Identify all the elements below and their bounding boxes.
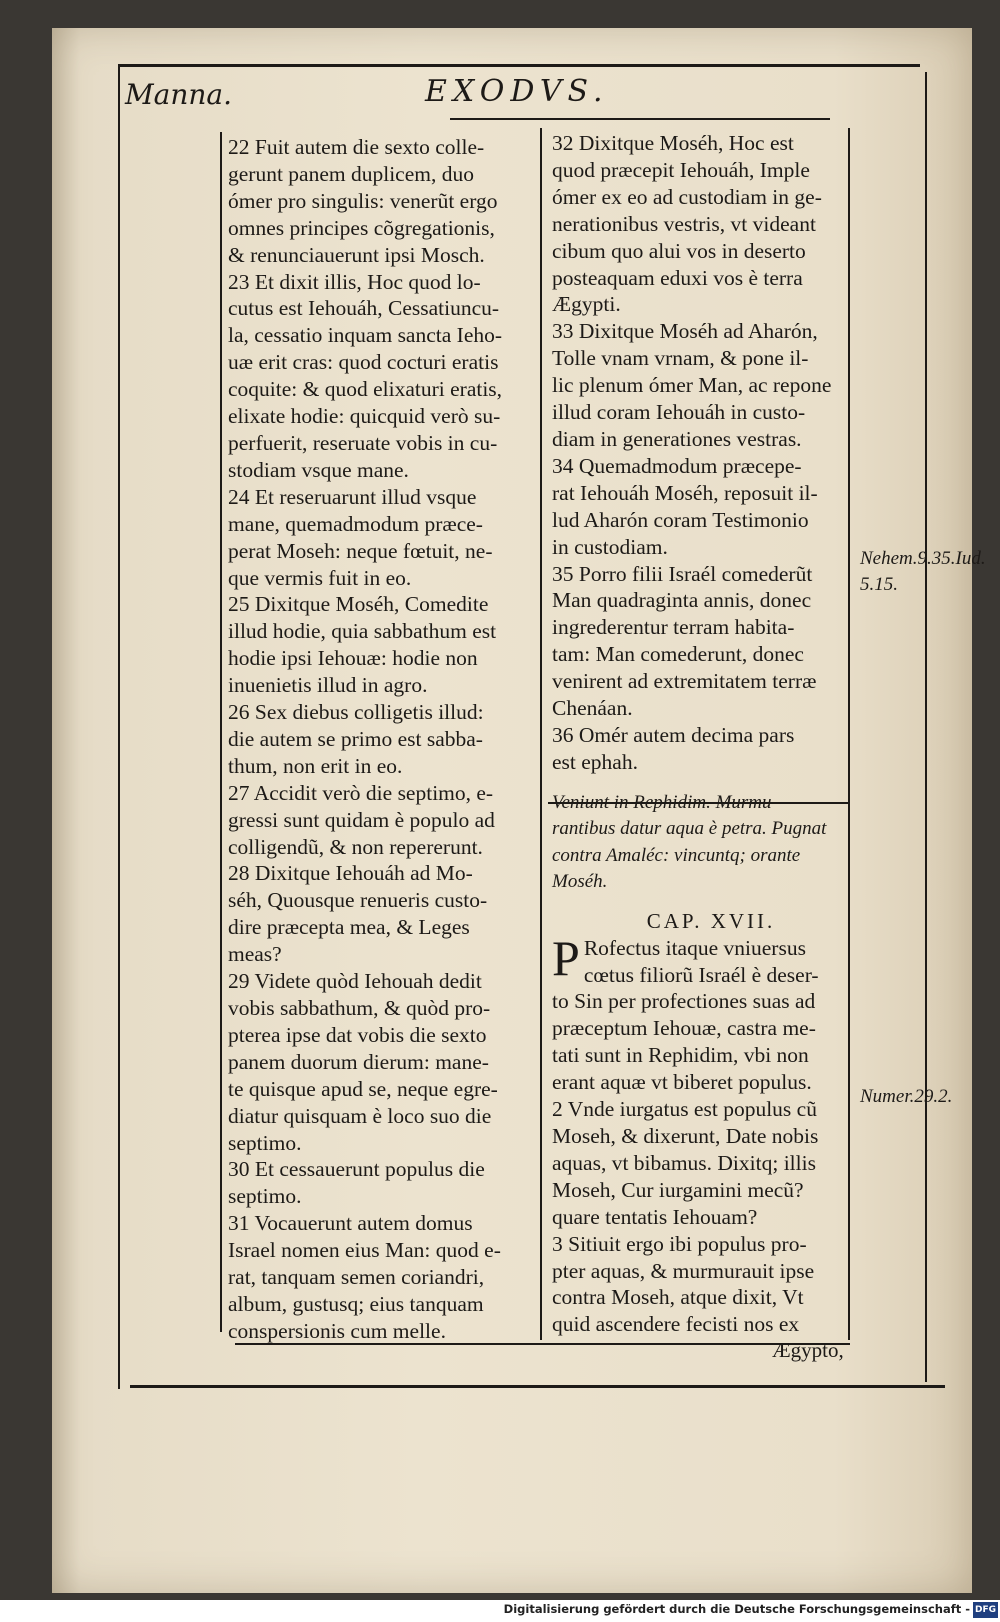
text-line: 23 Et dixit illis, Hoc quod lo- xyxy=(228,269,481,294)
text-line: album, gustusq; eius tanquam xyxy=(228,1291,484,1316)
text-line: cutus est Iehouáh, Cessatiuncu- xyxy=(228,296,500,321)
right-text-column xyxy=(552,130,870,1338)
text-line: que vermis fuit in eo. xyxy=(228,565,412,590)
text-line: est ephah. xyxy=(552,749,638,774)
text-line: venirent ad extremitatem terræ xyxy=(552,669,817,694)
text-line: 33 Dixitque Moséh ad Aharón, xyxy=(552,319,818,344)
text-line: contra Moseh, atque dixit, Vt xyxy=(552,1285,804,1310)
text-line: 3 Sitiuit ergo ibi populus pro- xyxy=(552,1231,807,1256)
dfg-logo: DFG xyxy=(973,1602,998,1618)
text-line: quod præcepit Iehouáh, Imple xyxy=(552,157,810,182)
text-line: 26 Sex diebus colligetis illud: xyxy=(228,700,484,725)
text-line: illud hodie, quia sabbathum est xyxy=(228,619,497,644)
left-text-column xyxy=(228,134,548,1345)
text-line: pter aquas, & murmurauit ipse xyxy=(552,1258,815,1283)
catchword: Ægypto, xyxy=(772,1338,844,1362)
text-line: elixate hodie: quicquid verò su- xyxy=(228,404,501,429)
text-line: Man quadraginta annis, donec xyxy=(552,588,812,613)
chapter-summary xyxy=(552,790,870,896)
text-line: lic plenum ómer Man, ac repone xyxy=(552,373,832,398)
text-line: 29 Videte quòd Iehouah dedit xyxy=(228,969,482,994)
text-line: mane, quemadmodum præce- xyxy=(228,511,483,536)
text-line: 25 Dixitque Moséh, Comedite xyxy=(228,592,489,617)
chapter-verses-block xyxy=(552,929,870,1339)
drop-capital: P xyxy=(552,929,580,986)
chapter-heading: CAP. XVII. xyxy=(646,908,776,933)
text-line: meas? xyxy=(228,942,282,967)
text-line: diam in generationes vestras. xyxy=(552,426,802,451)
text-line: in custodiam. xyxy=(552,534,668,559)
text-line: 36 Omér autem decima pars xyxy=(552,722,795,747)
text-line: Ægypti. xyxy=(552,292,621,317)
text-line: uæ erit cras: quod cocturi eratis xyxy=(228,350,499,375)
text-line: illud coram Iehouáh in custo- xyxy=(552,400,806,425)
text-line: perat Moseh: neque fœtuit, ne- xyxy=(228,538,493,563)
left-frame-rule xyxy=(118,64,120,1389)
text-line: septimo. xyxy=(228,1130,302,1155)
running-head-left: Manna. xyxy=(125,78,233,111)
text-line: thum, non erit in eo. xyxy=(228,753,403,778)
margin-note-line: 15. xyxy=(874,574,898,595)
text-line: tam: Man comederunt, donec xyxy=(552,642,804,667)
margin-note-line: Nehem. xyxy=(860,548,918,569)
text-line: vobis sabbathum, & quòd pro- xyxy=(228,996,491,1020)
text-line: Chenáan. xyxy=(552,696,633,721)
text-line: stodiam vsque mane. xyxy=(228,457,409,482)
text-line: te quisque apud se, neque egre- xyxy=(228,1076,498,1101)
text-line: lud Aharón coram Testimonio xyxy=(552,507,809,532)
header-underline xyxy=(450,118,830,120)
text-line: hodie ipsi Iehouæ: hodie non xyxy=(228,646,478,671)
text-line: gressi sunt quidam è populo ad xyxy=(228,807,495,832)
text-line: panem duorum dierum: mane- xyxy=(228,1049,489,1074)
text-line: pterea ipse dat vobis die sexto xyxy=(228,1022,487,1047)
text-line: dire præcepta mea, & Leges xyxy=(228,915,470,940)
text-line: quid ascendere fecisti nos ex xyxy=(552,1312,800,1337)
text-line: erant aquæ vt biberet populus. xyxy=(552,1070,812,1095)
text-line: tati sunt in Rephidim, vbi non xyxy=(552,1043,809,1068)
margin-note-nehem xyxy=(860,546,1000,598)
text-line: 27 Accidit verò die septimo, e- xyxy=(228,780,494,805)
margin-note-line: 29.2. xyxy=(914,1086,953,1107)
footer-credit: Digitalisierung gefördert durch die Deutsche Forschungsgemeinschaft - xyxy=(503,1602,970,1616)
margin-note-line: Numer. xyxy=(860,1086,915,1107)
top-rule xyxy=(118,64,920,67)
text-line: ómer ex eo ad custodiam in ge- xyxy=(552,184,822,209)
text-line: conspersionis cum melle. xyxy=(228,1318,446,1343)
text-line: 35 Porro filii Israél comederũt xyxy=(552,561,813,586)
text-line: 30 Et cessauerunt populus die xyxy=(228,1157,485,1182)
text-line: coquite: & quod elixaturi eratis, xyxy=(228,377,503,402)
summary-line: rantibus datur aqua è petra. Pugnat xyxy=(552,818,827,840)
text-line: Moseh, Cur iurgamini mecũ? xyxy=(552,1177,804,1202)
text-line: quare tentatis Iehouam? xyxy=(552,1204,758,1229)
text-line: séh, Quousque renueris custo- xyxy=(228,888,488,913)
text-line: Israel nomen eius Man: quod e- xyxy=(228,1238,501,1263)
chapter-opening xyxy=(552,929,870,1339)
margin-note-line: Iud. 5. xyxy=(860,548,986,595)
summary-line: contra Amaléc: vincuntq; orante xyxy=(552,844,801,866)
text-line: Moseh, & dixerunt, Date nobis xyxy=(552,1124,819,1148)
text-line: la, cessatio inquam sancta Ieho- xyxy=(228,323,503,348)
text-line: Tolle vnam vrnam, & pone il- xyxy=(552,346,809,371)
text-line: & renunciauerunt ipsi Mosch. xyxy=(228,242,485,267)
text-line: omnes principes cõgregationis, xyxy=(228,215,495,240)
margin-note-numer xyxy=(860,1084,952,1110)
text-line: colligendũ, & non repererunt. xyxy=(228,834,483,859)
text-line: rat, tanquam semen coriandri, xyxy=(228,1265,485,1290)
text-line: 34 Quemadmodum præcepe- xyxy=(552,453,802,478)
text-line: cœtus filiorũ Israél è deser- xyxy=(583,962,819,987)
text-line: ingrederentur terram habita- xyxy=(552,615,795,640)
text-line: gerunt panem duplicem, duo xyxy=(228,161,474,186)
text-line: perfuerit, reseruate vobis in cu- xyxy=(228,430,498,455)
text-line: nerationibus vestris, vt videant xyxy=(552,211,816,236)
bottom-rule xyxy=(130,1385,945,1388)
text-line: 28 Dixitque Iehouáh ad Mo- xyxy=(228,861,473,886)
text-line: diatur quisquam è loco suo die xyxy=(228,1103,492,1128)
text-line: 2 Vnde iurgatus est populus cũ xyxy=(552,1097,817,1122)
right-verses-block xyxy=(552,130,870,776)
text-line: 24 Et reseruarunt illud vsque xyxy=(228,484,477,509)
digitization-footer xyxy=(0,1600,1000,1622)
right-frame-rule xyxy=(925,72,927,1382)
text-line: 22 Fuit autem die sexto colle- xyxy=(228,135,485,159)
margin-note-line: 9.35. xyxy=(917,548,956,569)
text-line: præceptum Iehouæ, castra me- xyxy=(552,1016,816,1041)
text-line: 32 Dixitque Moséh, Hoc est xyxy=(552,131,794,155)
column-left-border xyxy=(220,132,222,1332)
text-line: posteaquam eduxi vos è terra xyxy=(552,265,803,290)
text-line: inuenietis illud in agro. xyxy=(228,673,428,698)
text-line: 31 Vocauerunt autem domus xyxy=(228,1211,473,1236)
summary-line: Veniunt in Rephidim. Murmu- xyxy=(552,791,778,813)
running-head-title: EXODVS. xyxy=(425,74,609,109)
text-line: die autem se primo est sabba- xyxy=(228,726,483,751)
text-line: cibum quo alui vos in deserto xyxy=(552,238,806,263)
summary-line: Moséh. xyxy=(552,871,608,893)
text-line: ómer pro singulis: venerũt ergo xyxy=(228,188,498,213)
text-line: aquas, vt bibamus. Dixitq; illis xyxy=(552,1150,816,1175)
text-line: septimo. xyxy=(228,1184,302,1209)
text-line: Rofectus itaque vniuersus xyxy=(583,935,806,960)
text-line: to Sin per profectiones suas ad xyxy=(552,989,816,1014)
text-line: rat Iehouáh Moséh, reposuit il- xyxy=(552,480,818,505)
